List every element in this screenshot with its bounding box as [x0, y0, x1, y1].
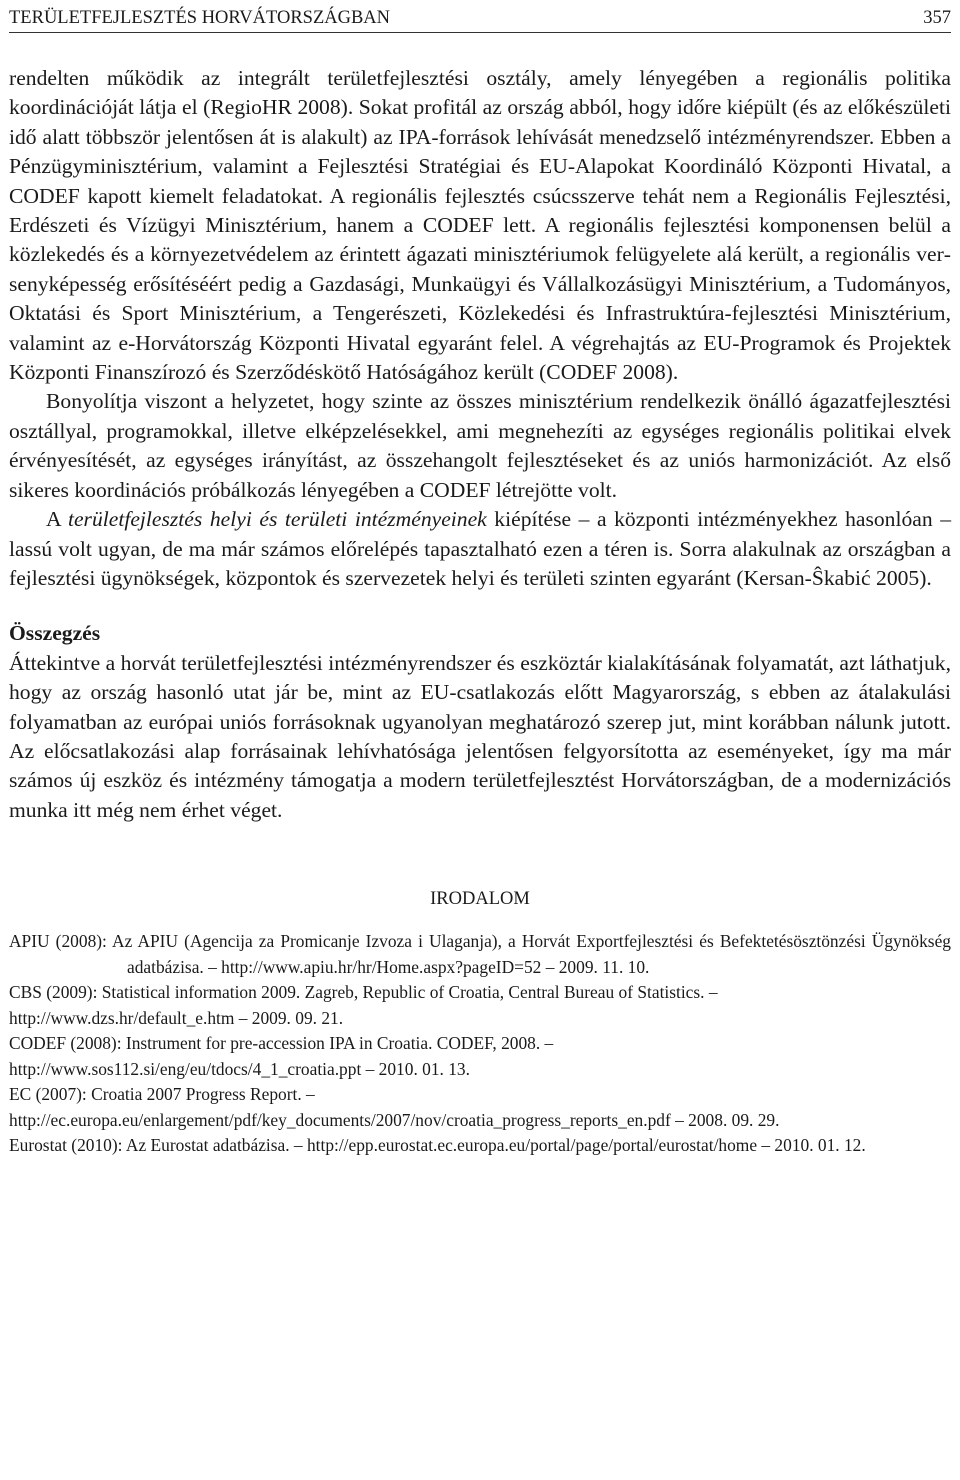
reference-item: Eurostat (2010): Az Eurostat adatbázisa. – http://epp.eurostat.ec.europa.eu/portal/page/portal/eurostat/home – 2010. 01. 12.: [9, 1135, 866, 1156]
page-content: [9, 64, 951, 1159]
reference-item: EC (2007): Croatia 2007 Progress Report. – http://ec.europa.eu/enlargement/pdf/key_documents/2007/nov/croatia_progress_reports_en.pdf – 2008. 09. 29.: [9, 1084, 780, 1130]
paragraph-3: [9, 505, 951, 593]
paragraph-3-start: A: [46, 507, 68, 532]
paragraph-1: rendelten működik az integrált területfejlesztési osztály, amely lényegében a regionális politika koordinációját látja el (RegioHR 2008). Sokat profitál az ország abból, hogy időre kiépült (és az előkészületi idő alatt többször jelentősen át is alakult) az IPA-források lehívását menedzselő intézményrendszer. Ebben a Pénzügyminisztérium, valamint a Fejlesztési Stratégiai és EU-Alapokat Koordináló Központi Hivatal, a CODEF kapott kiemelt feladatokat. A regionális fejlesztés csúcsszerve tehát nem a Regionális Fejlesztési, Erdészeti és Vízügyi Minisztérium, hanem a CODEF lett. A regionális fejlesztési komponensen belül a közlekedés és a környezetvédelem az érintett ágazati minisztériumok felügyelete alá került, a regionális versenyképesség erősítéséért pedig a Gazdasági, Munkaügyi és Vállalkozásügyi Minisztérium, a Tudományos, Oktatási és Sport Minisztérium, a Tengerészeti, Közlekedési és Infrastruktúra-fejlesztési Minisztérium, valamint az e-Horvátország Központi Hivatal egyaránt felel. A végrehajtás az EU-Programok és Projektek Központi Finanszírozó és Szerződéskötő Hatóságához került (CODEF 2008).: [9, 66, 951, 385]
paragraph-2: Bonyolítja viszont a helyzetet, hogy szinte az összes minisztérium rendelkezik önálló ágazatfejlesztési osztállyal, programokkal, illetve elképzelésekkel, ami megnehezíti az egységes regionális politikai elvek érvényesítését, az egységes irányítást, az összehangolt fejlesztéseket és az uniós harmonizációt. Az első sikeres koordinációs próbálkozás lényegében a CODEF létrejötte volt.: [9, 389, 951, 502]
reference-item: CODEF (2008): Instrument for pre-accession IPA in Croatia. CODEF, 2008. – http://www.sos112.si/eng/eu/tdocs/4_1_croatia.ppt – 2010. 01. 13.: [9, 1033, 554, 1079]
running-title: TERÜLETFEJLESZTÉS HORVÁTORSZÁGBAN: [9, 8, 391, 28]
reference-item: APIU (2008): Az APIU (Agencija za Promicanje Izvoza i Ulaganja), a Horvát Exportfejlesztési és Befektetésösztönzési Ügynökség adatbázisa. – http://www.apiu.hr/hr/Home.aspx?pageID=52 – 2009. 11. 10.: [9, 931, 951, 977]
running-header: [9, 2, 951, 33]
reference-item: CBS (2009): Statistical information 2009. Zagreb, Republic of Croatia, Central Bureau of Statistics. – http://www.dzs.hr/default_e.htm – 2009. 09. 21.: [9, 982, 718, 1028]
references-title: IRODALOM: [430, 889, 530, 910]
paragraph-3-end: kiépítése – a központi intézményekhez hasonlóan – lassú volt ugyan, de ma már számos előrelépés tapasztalható ezen a téren is. Sorra alakulnak az országban a fejlesztési ügynökségek, központok és szervezetek helyi és területi szinten egyaránt (Kersan-Ŝkabić 2005).: [9, 507, 951, 590]
paragraph-4: Áttekintve a horvát területfejlesztési intézményrendszer és eszköztár kialakításának folyamatát, azt láthatjuk, hogy az ország hasonló utat jár be, mint az EU-csatlakozás előtt Magyarország, s ebben az átalakulási folyamatban az európai uniós forrásoknak ugyanolyan meghatározó szerep jut, mint korábban nálunk jutott. Az előcsatlakozási alap forrásainak lehívhatósága jelentősen felgyorsította az eseményeket, így ma már számos új eszköz és intézmény támogatja a modern területfejlesztést Horvátországban, de a modernizációs munka itt még nem érhet véget.: [9, 650, 951, 822]
references-list: [9, 929, 951, 1159]
paragraph-3-italic: területfejlesztés helyi és területi intézményeinek: [67, 507, 487, 532]
body-text: [9, 64, 951, 825]
page-number: 357: [923, 8, 951, 28]
section-heading: Összegzés: [9, 621, 101, 646]
